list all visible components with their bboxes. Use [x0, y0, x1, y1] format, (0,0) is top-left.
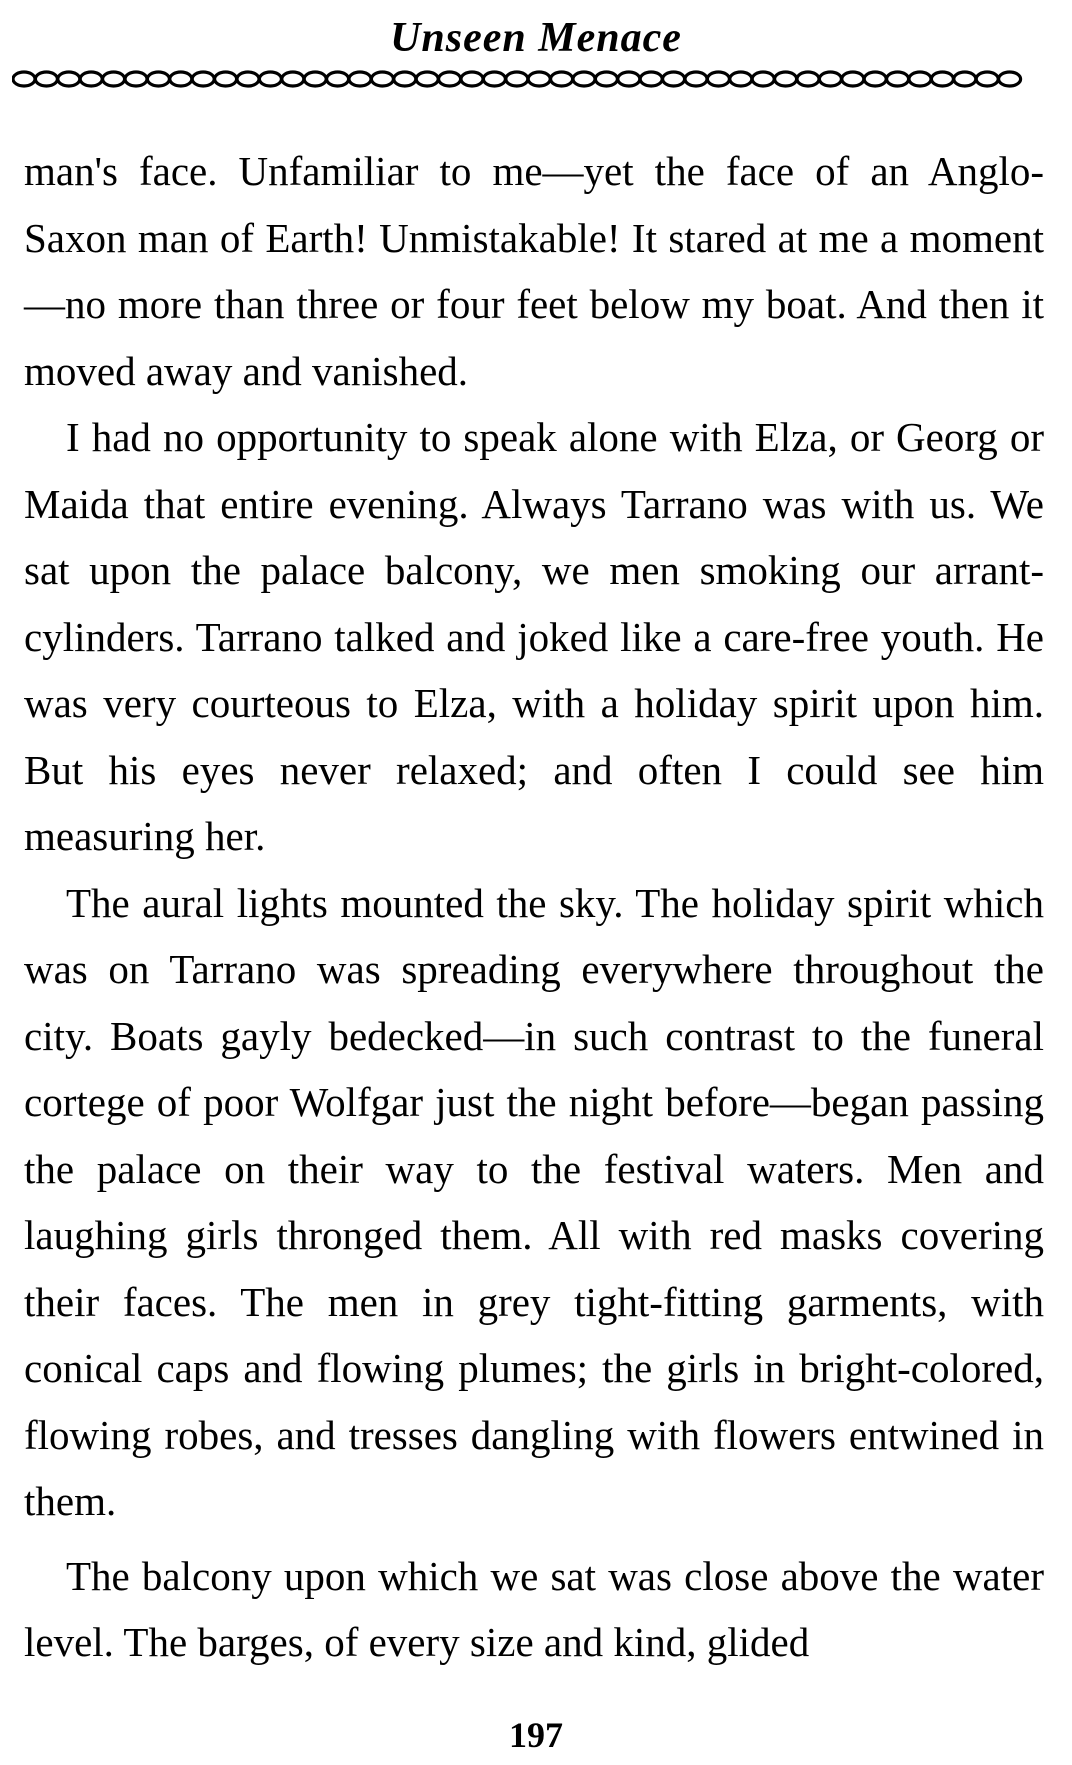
paragraph: man's face. Unfamiliar to me—yet the face of an Anglo-Saxon man of Earth! Unmistakable! It stared at me a moment—no more than three or four feet below my boat. And then it moved away and vanished.: [24, 148, 1044, 394]
running-title: Unseen Menace: [390, 15, 682, 61]
paragraph: The balcony upon which we sat was close above the water level. The barges, of every size and kind, glided: [24, 1552, 1044, 1665]
paragraph: The aural lights mounted the sky. The holiday spirit which was on Tarrano was spreading everywhere throughout the city. Boats gayly bedecked—in such contrast to the funeral cortege of poor Wolfgar just the night before—began passing the palace on their way to the festival waters. Men and laughing girls thronged them. All with red masks covering their faces. The men in grey tight-fitting garments, with conical caps and flowing plumes; the girls in bright-colored, flowing robes, and tresses dangling with flowers entwined in them.: [24, 879, 1044, 1524]
decorative-chain-border: [12, 66, 1042, 92]
paragraph: I had no opportunity to speak alone with Elza, or Georg or Maida that entire evening. Always Tarrano was with us. We sat upon the palace balcony, we men smoking our arrant-cylinders. Tarrano talked and joked like a care-free youth. He was very courteous to Elza, with a holiday spirit upon him. But his eyes never relaxed; and often I could see him measuring her.: [24, 414, 1044, 859]
page-number: 197: [509, 1715, 563, 1755]
body-text: [24, 138, 1044, 1676]
